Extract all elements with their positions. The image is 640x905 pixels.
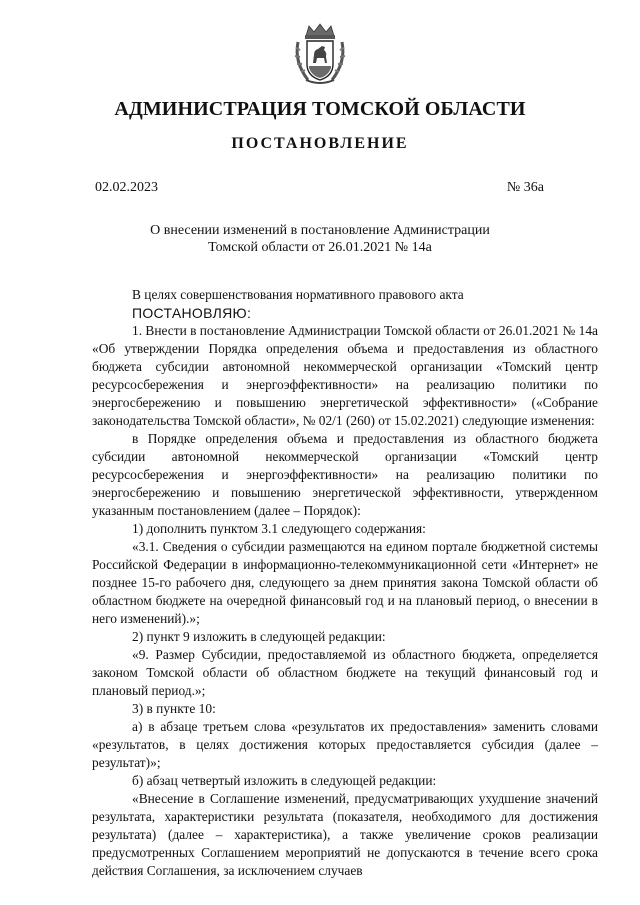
document-body (92, 286, 598, 880)
document-date: 02.02.2023 (95, 180, 158, 195)
subject-line: О внесении изменений в постановление Администрации (150, 223, 490, 238)
decree-heading: ПОСТАНОВЛЯЮ: (132, 305, 252, 321)
body-paragraph: 3) в пункте 10: (132, 701, 216, 716)
body-paragraph: б) абзац четвертый изложить в следующей редакции: (132, 773, 437, 788)
body-paragraph: «9. Размер Субсидии, предоставляемой из областного бюджета, определяется законом Томской области об областном бюджете на текущий финансовый год и плановый период.»; (92, 647, 598, 698)
body-paragraph: 1) дополнить пунктом 3.1 следующего содержания: (132, 521, 426, 536)
body-paragraph: в Порядке определения объема и предоставления из областного бюджета субсидии автономной некоммерческой организации «Томский центр ресурсосбережения и энергоэффективности» на реализацию политики по энергосбережению и повышению энергетической эффективности, утвержденном указанным постановлением (далее – Порядок): (92, 431, 598, 518)
body-paragraph: а) в абзаце третьем слова «результатов их предоставления» заменить словами «результатов, в целях достижения которых предоставляется субсидия (далее – результат)»; (92, 719, 598, 770)
body-paragraph: «Внесение в Соглашение изменений, предусматривающих ухудшение значений результата, характеристики результата (показателя, необходимого для достижения результата) (далее – характеристика), а также увеличение сроков реализации предусмотренных Соглашением мероприятий не допускаются в течение всего срока действия Соглашения, за исключением случаев (92, 791, 598, 878)
document-number: № 36а (506, 180, 544, 195)
tomsk-coat-of-arms-icon (292, 22, 348, 86)
body-paragraph: «3.1. Сведения о субсидии размещаются на едином портале бюджетной системы Российской Федерации в информационно-телекоммуникационной сети «Интернет» не позднее 15-го рабочего дня, следующего за днем принятия закона Томской области об областном бюджете на очередной финансовый год и на плановый период, о внесении в него изменений).»; (92, 539, 598, 626)
document-subject (110, 222, 530, 256)
subject-line: Томской области от 26.01.2021 № 14а (208, 240, 432, 255)
body-paragraph: 1. Внести в постановление Администрации Томской области от 26.01.2021 № 14а «Об утверждении Порядка определения объема и предоставления из областного бюджета субсидии автономной некоммерческой организации «Томский центр ресурсосбережения и энергоэффективности» на реализацию политики по энергосбережению и повышению энергетической эффективности» («Собрание законодательства Томской области», № 02/1 (260) от 15.02.2021) следующие изменения: (92, 323, 598, 428)
organization-title: АДМИНИСТРАЦИЯ ТОМСКОЙ ОБЛАСТИ (114, 98, 526, 120)
body-paragraph: В целях совершенствования нормативного правового акта (132, 287, 464, 302)
document-type: ПОСТАНОВЛЕНИЕ (231, 135, 409, 152)
body-paragraph: 2) пункт 9 изложить в следующей редакции: (132, 629, 386, 644)
